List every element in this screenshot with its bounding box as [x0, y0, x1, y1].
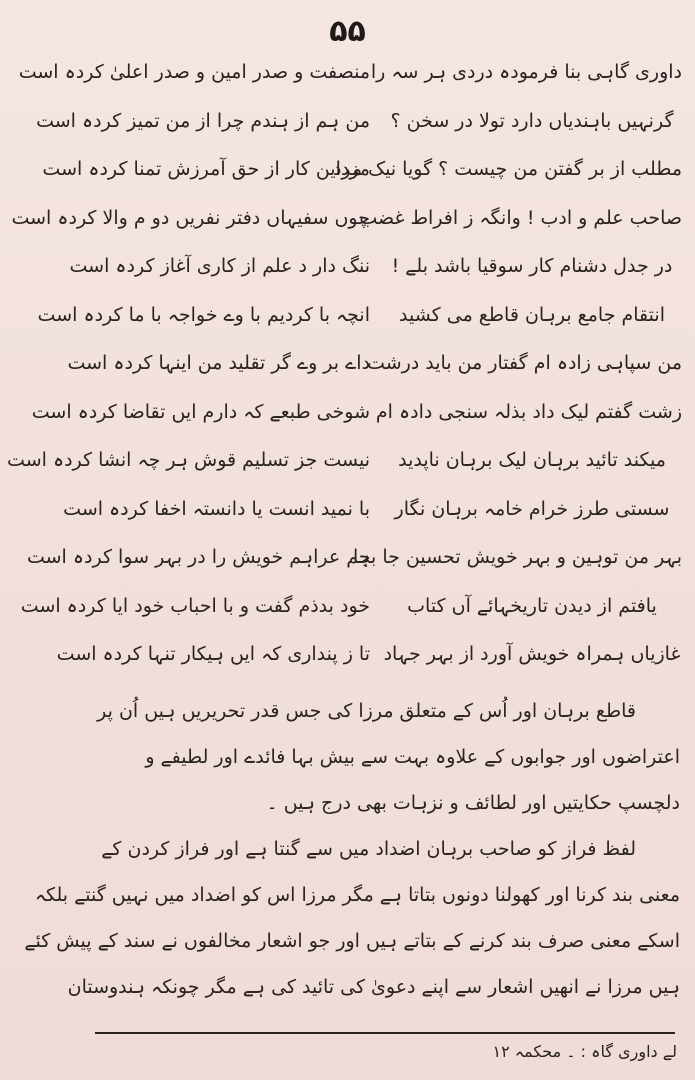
verse-line: ہم عراہم خویش را در بہر سوا کردہ است: [26, 546, 370, 568]
verse-line: انتقام جامع برہان قاطع می کشید: [399, 303, 665, 326]
footnote: لے داوری گاہ : ۔ محکمہ ۱۲: [492, 1042, 677, 1061]
verse-line: مطلب از بر گفتن من چیست ؟ گویا نیک مرد: [332, 158, 682, 180]
verse-line: من ہم از ہندم چرا از من تمیز کردہ است: [36, 109, 370, 132]
prose-line: اسکے معنی صرف بند کرنے کے بتاتے ہیں اور جو اشعار مخالفوں نے سند کے پیش کئے: [24, 930, 680, 952]
prose-line: لفظ فراز کو صاحب برہان اضداد میں سے گنتا ہے اور فراز کردن کے: [101, 838, 636, 860]
verse-line: زشت گفتم لیک داد بذلہ سنجی دادہ ام: [375, 400, 682, 423]
verse-line: سستی طرز خرام خامہ برہان نگار: [394, 497, 670, 520]
poem-columns: [7, 48, 690, 688]
prose-line: دلچسپ حکایتیں اور لطائف و نزہات بھی درج ہیں ۔: [266, 792, 680, 814]
verse-line: مزداین کار از حق آمرزش تمنا کردہ است: [42, 158, 370, 180]
poem-left-column: [7, 48, 370, 679]
prose-line: اعتراضوں اور جوابوں کے علاوہ بہت سے بیش بہا فائدے اور لطیفے و: [145, 746, 680, 768]
verse-line: من سپاہی زادہ ام گفتار من باید درشت: [367, 352, 682, 374]
verse-line: داوری گاہی بنا فرمودہ دردی ہر سہ را: [370, 61, 682, 83]
verse-line: ننگ دار د علم از کاری آغاز کردہ است: [69, 255, 370, 277]
verse-line: میکند تائید برہان لیک برہان ناپدید: [398, 449, 666, 471]
verse-line: تا ز پنداری کہ ایں ہیکار تنہا کردہ است: [56, 643, 370, 665]
verse-line: خود بدذم گفت و با احباب خود ایا کردہ است: [20, 594, 370, 617]
verse-line: نیست جز تسلیم قوش ہر چہ انشا کردہ است: [7, 449, 370, 471]
verse-line: غازیاں ہمراہ خویش آورد از بہر جہاد: [383, 643, 681, 665]
verse-line: با نمید انست یا دانستہ اخفا کردہ است: [63, 497, 370, 520]
prose-paragraphs: [24, 688, 680, 1010]
prose-line: معنی بند کرنا اور کھولنا دونوں بتاتا ہے مگر مرزا اس کو اضداد میں نہیں گنتے بلکہ: [34, 884, 680, 906]
verse-line: در جدل دشنام کار سوقیا باشد بلے !: [391, 255, 673, 277]
verse-line: انچہ با کردیم با وے خواجہ با ما کردہ است: [37, 303, 370, 326]
verse-line: منصفت و صدر امین و صدر اعلیٰ کردہ است: [18, 61, 370, 83]
verse-line: یافتم از دیدن تاریخہائے آں کتاب: [407, 594, 657, 617]
verse-line: داے بر وے گر تقلید من اینہا کردہ است: [67, 352, 370, 374]
verse-line: چوں سفیہاں دفتر نفریں دو م والا کردہ است: [11, 206, 370, 229]
poem-right-column: [332, 48, 682, 679]
prose-line: قاطع برہان اور اُس کے متعلق مرزا کی جس قدر تحریریں ہیں اُن پر: [97, 700, 636, 722]
verse-line: شوخی طبعے کہ دارم ایں تقاضا کردہ است: [31, 400, 370, 423]
verse-line: گرنہیں باہندیاں دارد تولا در سخن ؟: [390, 109, 674, 132]
verse-line: بہر من توہین و بہر خویش تحسین جا بجا: [352, 546, 682, 568]
prose-line: ہیں مرزا نے انھیں اشعار سے اپنے دعویٰ کی تائید کی ہے مگر چونکہ ہندوستان: [67, 976, 680, 998]
page-number: ۵۵: [329, 14, 366, 49]
verse-line: صاحب علم و ادب ! وانگہ ز افراط غضب: [359, 206, 682, 229]
footnote-divider: [95, 1032, 675, 1034]
